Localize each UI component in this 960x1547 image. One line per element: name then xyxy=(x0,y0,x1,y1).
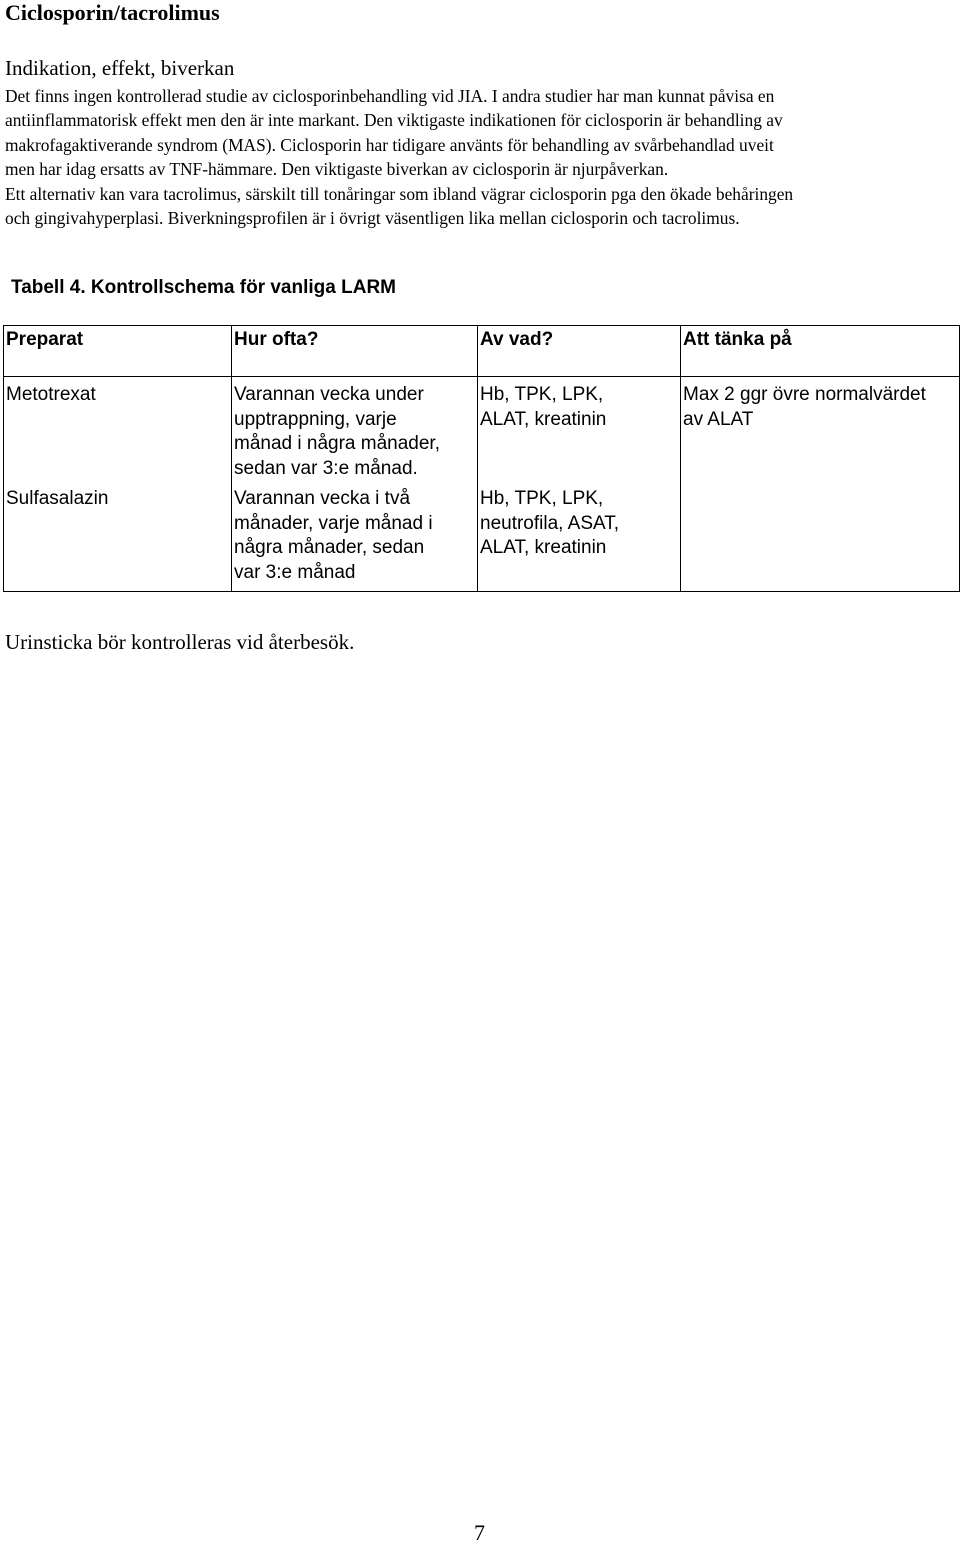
cell-text: sedan var 3:e månad. xyxy=(234,457,418,479)
body-line: men har idag ersatts av TNF-hämmare. Den viktigaste biverkan av ciclosporin är njurpåverkan. xyxy=(5,159,669,180)
cell-text: Hb, TPK, LPK, xyxy=(480,488,604,509)
cell-text: upptrappning, varje xyxy=(234,408,397,430)
cell-text: Varannan vecka under xyxy=(234,384,424,405)
body-line: och gingivahyperplasi. Biverkningsprofilen är i övrigt väsentligen lika mellan ciclosporin och tacrolimus. xyxy=(5,208,740,229)
cell-preparat xyxy=(4,481,232,592)
table-caption: Tabell 4. Kontrollschema för vanliga LARM xyxy=(11,277,396,298)
cell-text: månad i några månader, xyxy=(234,433,440,454)
column-header-what: Av vad? xyxy=(478,326,681,377)
cell-what xyxy=(478,377,681,482)
cell-what xyxy=(478,481,681,592)
cell-text: ALAT, kreatinin xyxy=(480,408,607,430)
cell-text: Sulfasalazin xyxy=(6,488,109,509)
cell-text: neutrofila, ASAT, xyxy=(480,512,620,534)
cell-text: några månader, sedan xyxy=(234,537,425,558)
body-line: antiinflammatorisk effekt men den är inte markant. Den viktigaste indikationen för ciclosporin är behandling av xyxy=(5,110,783,131)
body-line: Ett alternativ kan vara tacrolimus, särskilt till tonåringar som ibland vägrar ciclosporin pga den ökade behåringen xyxy=(5,183,794,204)
column-header-notes: Att tänka på xyxy=(681,326,960,377)
page-title: Ciclosporin/tacrolimus xyxy=(5,0,220,25)
cell-text: ALAT, kreatinin xyxy=(480,537,607,558)
section-subheading: Indikation, effekt, biverkan xyxy=(5,56,235,80)
page-number: 7 xyxy=(474,1520,485,1545)
cell-text: Hb, TPK, LPK, xyxy=(480,384,604,405)
cell-notes xyxy=(681,377,960,592)
cell-text: av ALAT xyxy=(683,408,754,430)
cell-frequency xyxy=(232,377,478,482)
column-header-preparat: Preparat xyxy=(4,326,232,377)
cell-text: var 3:e månad xyxy=(234,561,356,583)
table-row xyxy=(4,377,960,482)
cell-text: Varannan vecka i två xyxy=(234,488,411,509)
cell-text: Max 2 ggr övre normalvärdet xyxy=(683,384,926,405)
cell-preparat xyxy=(4,377,232,482)
body-line: makrofagaktiverande syndrom (MAS). Ciclosporin har tidigare använts för behandling av svårbehandlad uveit xyxy=(5,134,774,155)
control-schedule-table xyxy=(3,325,960,592)
body-paragraph xyxy=(5,84,955,230)
cell-text: Metotrexat xyxy=(6,384,96,405)
column-header-frequency: Hur ofta? xyxy=(232,326,478,377)
cell-text: månader, varje månad i xyxy=(234,512,433,534)
body-line: Det finns ingen kontrollerad studie av ciclosporinbehandling vid JIA. I andra studier har man kunnat påvisa en xyxy=(5,86,775,106)
footer-note: Urinsticka bör kontrolleras vid återbesök. xyxy=(5,630,355,654)
table-header-row xyxy=(4,326,960,377)
cell-frequency xyxy=(232,481,478,592)
